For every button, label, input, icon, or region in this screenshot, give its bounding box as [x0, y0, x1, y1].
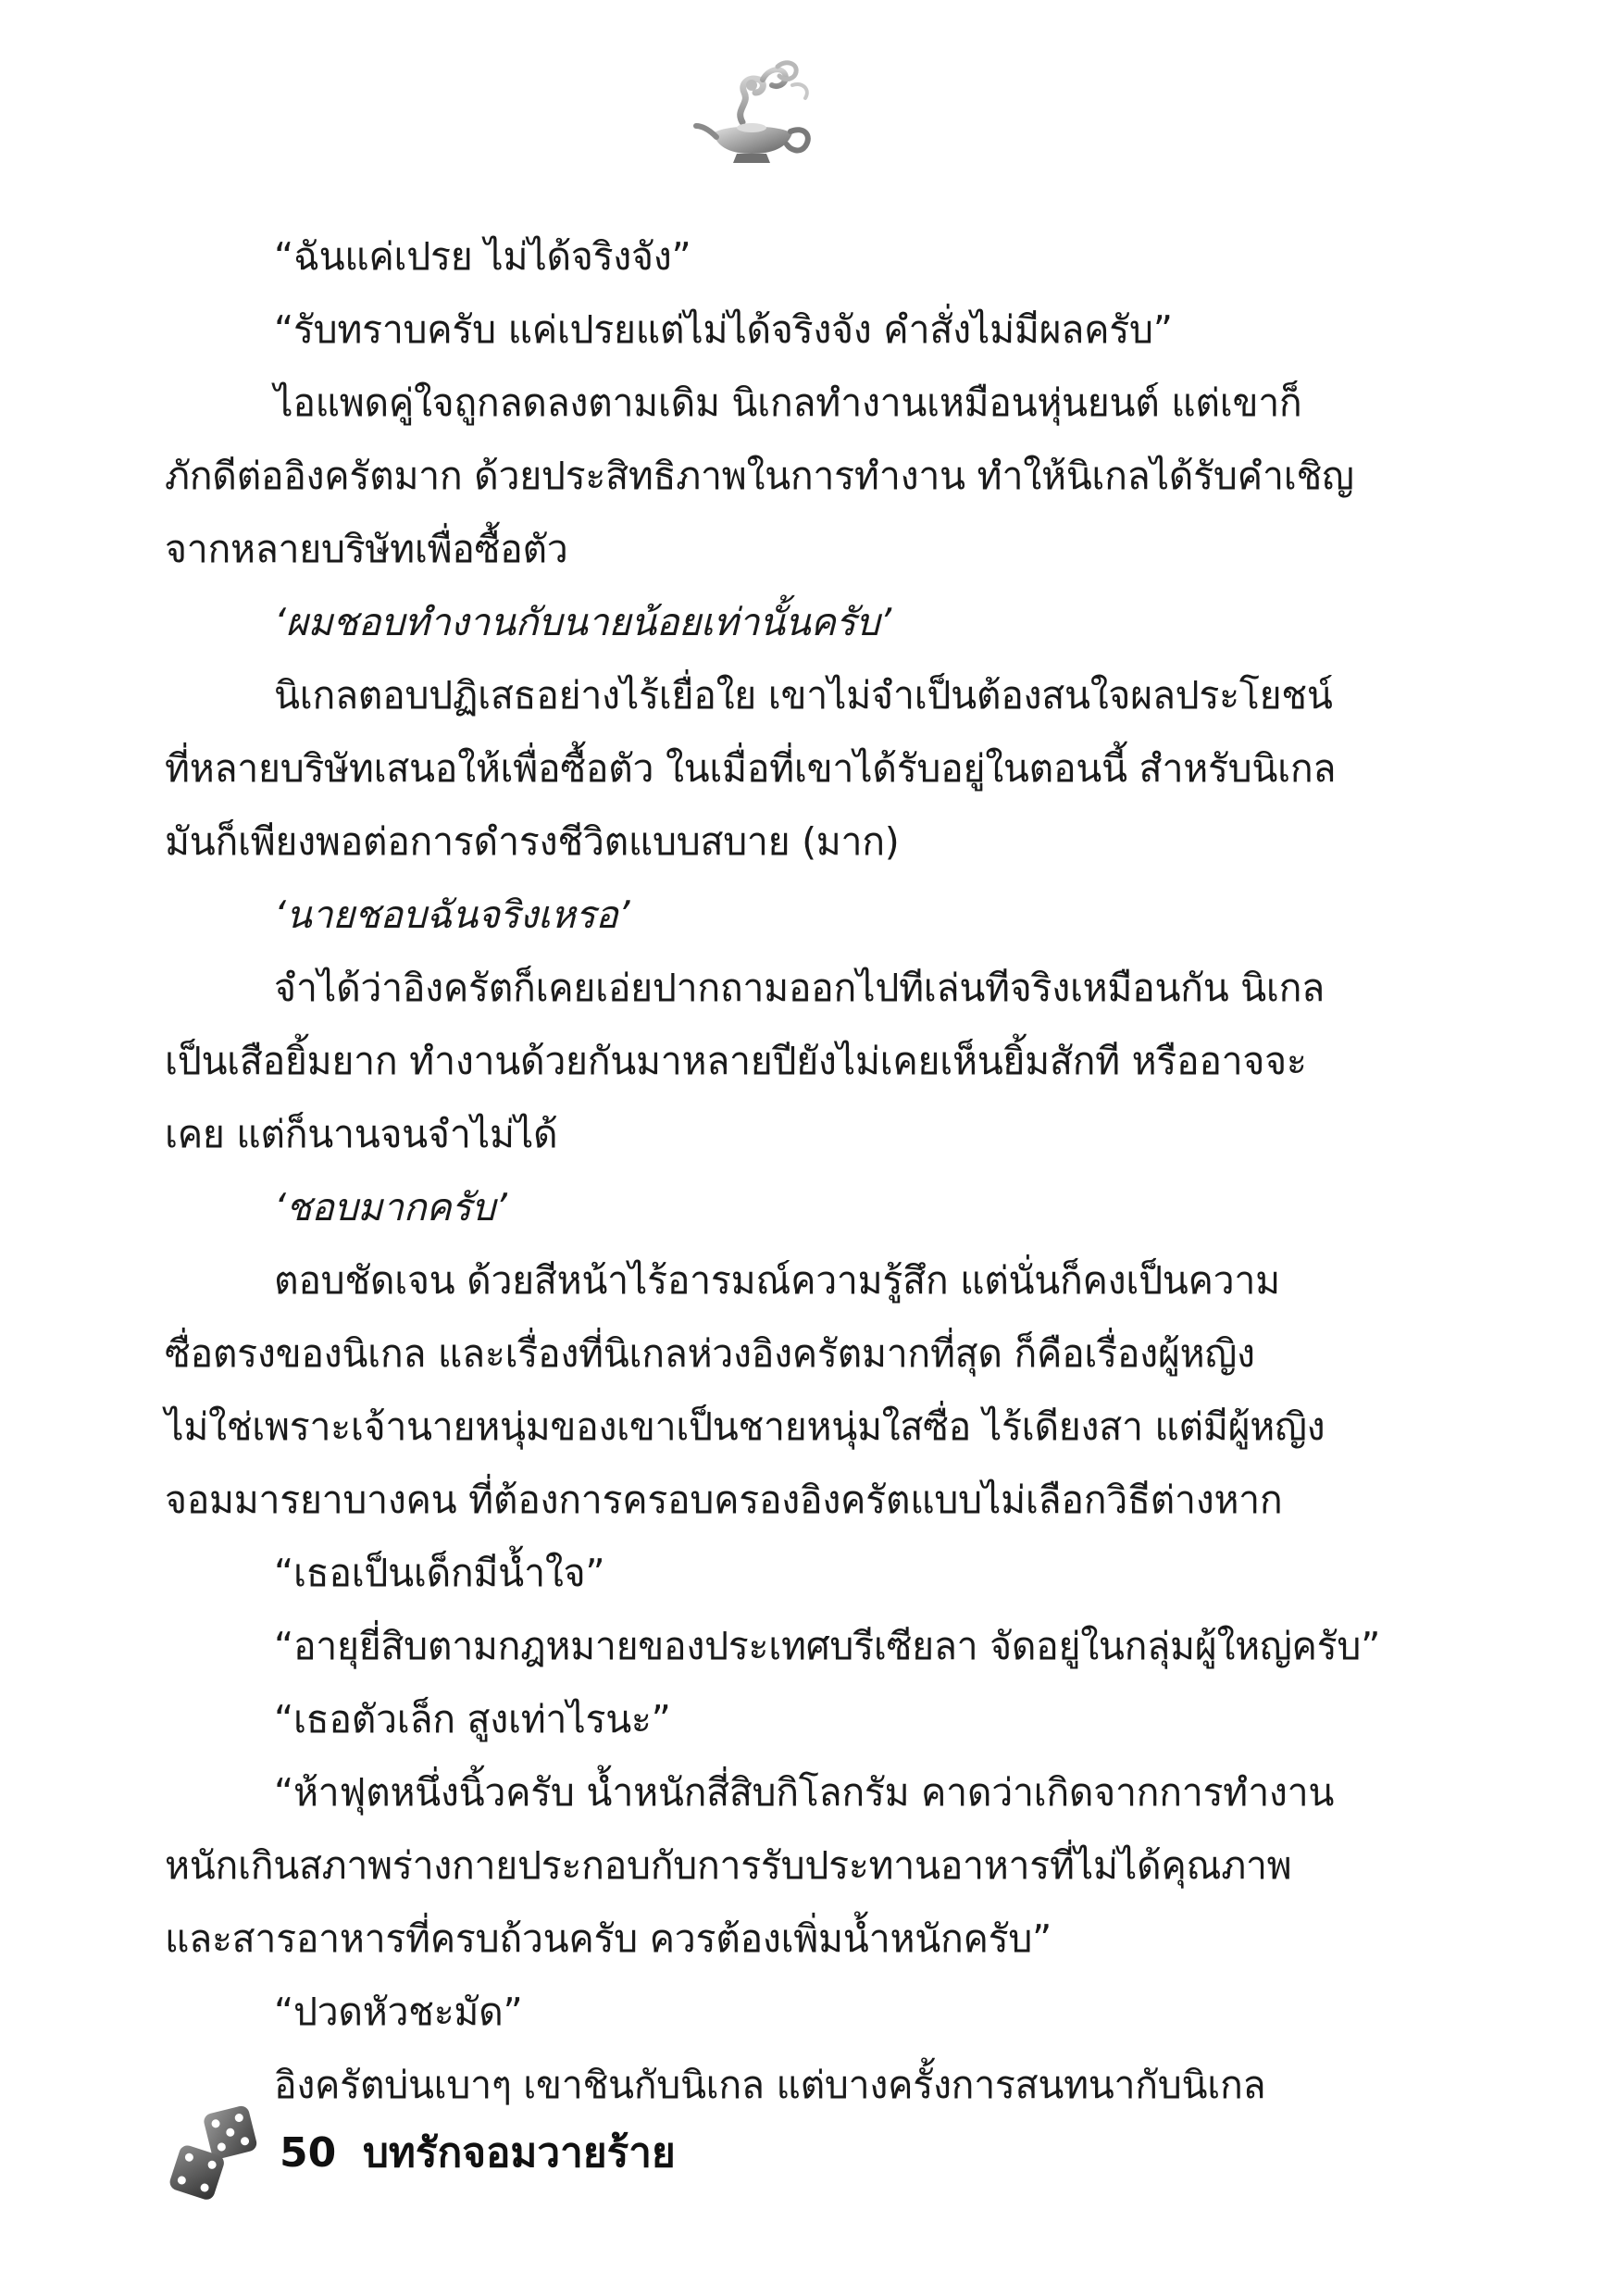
paragraph-first-line: ‘นายชอบฉันจริงเหรอ’	[274, 892, 630, 937]
paragraph-first-line: ‘ผมชอบทำงานกับนายน้อยเท่านั้นครับ’	[274, 600, 891, 644]
paragraph-first-line: “เธอตัวเล็ก สูงเท่าไรนะ”	[274, 1697, 671, 1741]
paragraph-line: จากหลายบริษัทเพื่อซื้อตัว	[165, 527, 568, 571]
paragraph-first-line: “ปวดหัวชะมัด”	[274, 1990, 523, 2034]
paragraph-first-line: จำได้ว่าอิงครัตก็เคยเอ่ยปากถามออกไปทีเล่นทีจริงเหมือนกัน นิเกล	[274, 966, 1325, 1010]
paragraph-line: ภักดีต่ออิงครัตมาก ด้วยประสิทธิภาพในการทำงาน ทำให้นิเกลได้รับคำเชิญ	[165, 454, 1354, 498]
paragraph-first-line: ไอแพดคู่ใจถูกลดลงตามเดิม นิเกลทำงานเหมือนหุ่นยนต์ แต่เขาก็	[274, 381, 1302, 425]
paragraph-line: หนักเกินสภาพร่างกายประกอบกับการรับประทานอาหารที่ไม่ได้คุณภาพ	[165, 1843, 1292, 1888]
paragraph-line: และสารอาหารที่ครบถ้วนครับ ควรต้องเพิ่มน้ำหนักครับ”	[165, 1916, 1052, 1961]
paragraph-first-line: ตอบชัดเจน ด้วยสีหน้าไร้อารมณ์ความรู้สึก แต่นั่นก็คงเป็นความ	[274, 1258, 1280, 1303]
paragraph-first-line: “ฉันแค่เปรย ไม่ได้จริงจัง”	[274, 234, 691, 279]
page-footer	[167, 2102, 815, 2203]
paragraph-first-line: ‘ชอบมากครับ’	[274, 1185, 507, 1229]
paragraph-line: ที่หลายบริษัทเสนอให้เพื่อซื้อตัว ในเมื่อที่เขาได้รับอยู่ในตอนนี้ สำหรับนิเกล	[165, 746, 1337, 791]
paragraph-first-line: “เธอเป็นเด็กมีน้ำใจ”	[274, 1551, 605, 1595]
genie-lamp-icon	[689, 57, 818, 168]
paragraph-first-line: “ห้าฟุตหนึ่งนิ้วครับ น้ำหนักสี่สิบกิโลกรัม คาดว่าเกิดจากการทำงาน	[274, 1770, 1335, 1815]
page-number: 50	[280, 2129, 337, 2177]
paragraph-line: เคย แต่ก็นานจนจำไม่ได้	[165, 1112, 558, 1156]
paragraph-first-line: อิงครัตบ่นเบาๆ เขาชินกับนิเกล แต่บางครั้งการสนทนากับนิเกล	[274, 2063, 1266, 2107]
paragraph-line: ไม่ใช่เพราะเจ้านายหนุ่มของเขาเป็นชายหนุ่มใสซื่อ ไร้เดียงสา แต่มีผู้หญิง	[165, 1404, 1326, 1449]
paragraph-line: จอมมารยาบางคน ที่ต้องการครอบครองอิงครัตแบบไม่เลือกวิธีต่างหาก	[165, 1478, 1283, 1522]
paragraph-line: ซื่อตรงของนิเกล และเรื่องที่นิเกลห่วงอิงครัตมากที่สุด ก็คือเรื่องผู้หญิง	[165, 1331, 1255, 1376]
paragraph-line: เป็นเสือยิ้มยาก ทำงานด้วยกันมาหลายปียังไม่เคยเห็นยิ้มสักที หรืออาจจะ	[165, 1039, 1307, 1083]
book-title: บทรักจอมวายร้าย	[363, 2129, 676, 2177]
paragraph-first-line: นิเกลตอบปฏิเสธอย่างไร้เยื่อใย เขาไม่จำเป็นต้องสนใจผลประโยชน์	[274, 673, 1333, 718]
paragraph-line: มันก็เพียงพอต่อการดำรงชีวิตแบบสบาย (มาก)	[165, 819, 900, 864]
paragraph-first-line: “อายุยี่สิบตามกฎหมายของประเทศบรีเซียลา จัดอยู่ในกลุ่มผู้ใหญ่ครับ”	[274, 1624, 1381, 1668]
paragraph-first-line: “รับทราบครับ แค่เปรยแต่ไม่ได้จริงจัง คำสั่งไม่มีผลครับ”	[274, 307, 1173, 352]
page-body-text	[165, 220, 1381, 2122]
dice-icon	[167, 2102, 268, 2203]
